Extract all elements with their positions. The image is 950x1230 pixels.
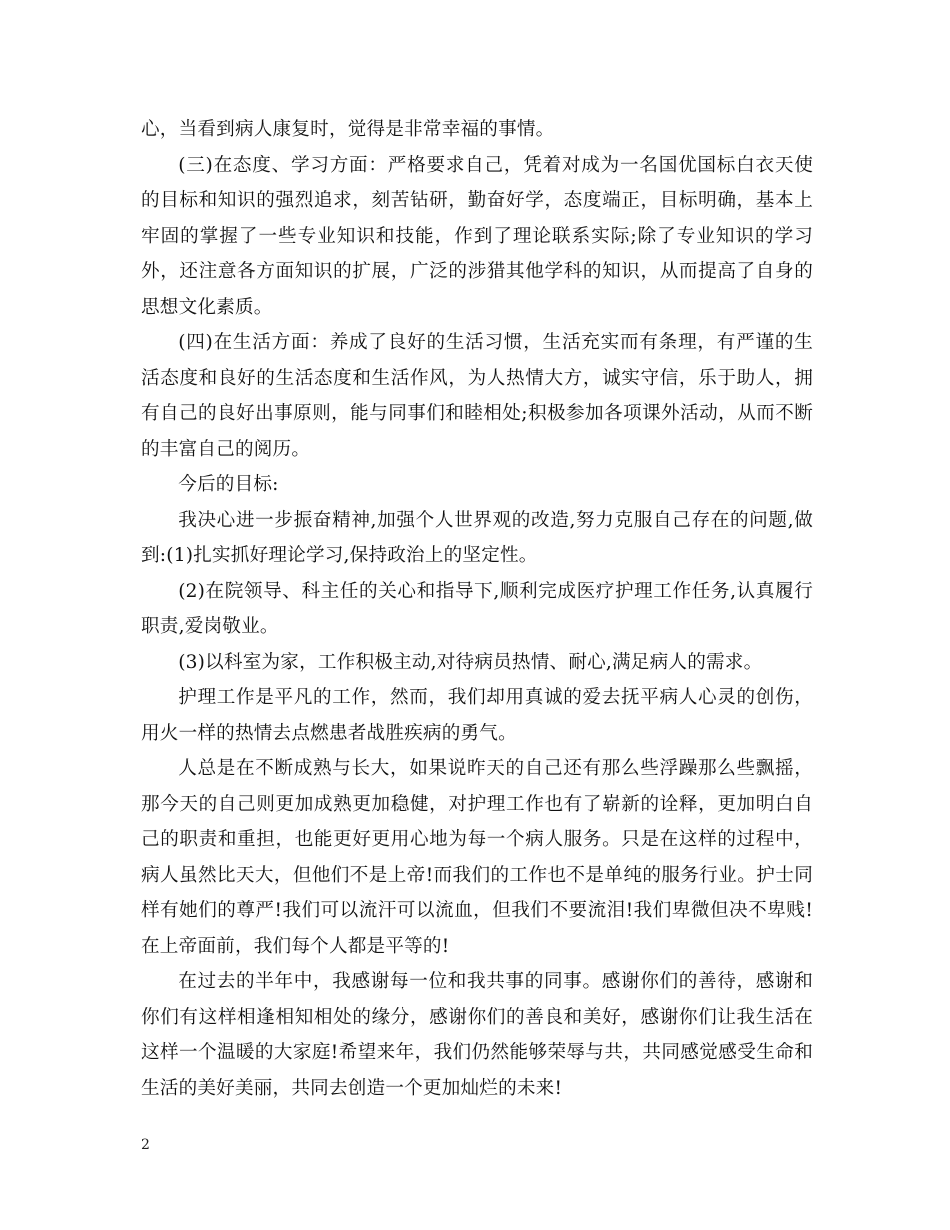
paragraph-life: (四)在生活方面：养成了良好的生活习惯，生活充实而有条理，有严谨的生活态度和良好的生活态度和生活作风，为人热情大方，诚实守信，乐于助人，拥有自己的良好出事原则，能与同事们和睦相处;积极参加各项课外活动，从而不断的丰富自己的阅历。	[141, 332, 813, 460]
paragraph-attitude-study: (三)在态度、学习方面：严格要求自己，凭着对成为一名国优国标白衣天使的目标和知识的强烈追求，刻苦钻研，勤奋好学，态度端正，目标明确，基本上牢固的掌握了一些专业知识和技能，作到了理论联系实际;除了专业知识的学习外，还注意各方面知识的扩展，广泛的涉猎其他学科的知识，从而提高了自身的思想文化素质。	[141, 154, 813, 318]
paragraph-continuation: 心，当看到病人康复时，觉得是非常幸福的事情。	[141, 119, 555, 140]
paragraph-thanks: 在过去的半年中，我感谢每一位和我共事的同事。感谢你们的善待，感谢和你们有这样相逢相知相处的缘分，感谢你们的善良和美好，感谢你们让我生活在这样一个温暖的大家庭!希望来年，我们仍然能够荣辱与共，共同感觉感受生命和生活的美好美丽，共同去创造一个更加灿烂的未来!	[141, 971, 813, 1099]
paragraph-goal-2: (2)在院领导、科主任的关心和指导下,顺利完成医疗护理工作任务,认真履行职责,爱岗敬业。	[141, 580, 813, 637]
paragraph-goal-1: 我决心进一步振奋精神,加强个人世界观的改造,努力克服自己存在的问题,做到:(1)扎实抓好理论学习,保持政治上的坚定性。	[141, 509, 813, 566]
paragraph-growth: 人总是在不断成熟与长大，如果说昨天的自己还有那么些浮躁那么些飘摇，那今天的自己则更加成熟更加稳健，对护理工作也有了崭新的诠释，更加明白自己的职责和重担，也能更好更用心地为每一个病人服务。只是在这样的过程中，病人虽然比天大，但他们不是上帝!而我们的工作也不是单纯的服务行业。护士同样有她们的尊严!我们可以流汗可以流血，但我们不要流泪!我们卑微但决不卑贱!在上帝面前，我们每个人都是平等的!	[141, 758, 813, 957]
document-body	[141, 112, 813, 1106]
paragraph-goal-3: (3)以科室为家，工作积极主动,对待病员热情、耐心,满足病人的需求。	[178, 651, 763, 673]
paragraph-nursing-work: 护理工作是平凡的工作，然而，我们却用真诚的爱去抚平病人心灵的创伤，用火一样的热情去点燃患者战胜疾病的勇气。	[141, 687, 813, 744]
page-number: 2	[141, 1137, 150, 1153]
paragraph-goals-heading: 今后的目标:	[178, 474, 279, 495]
